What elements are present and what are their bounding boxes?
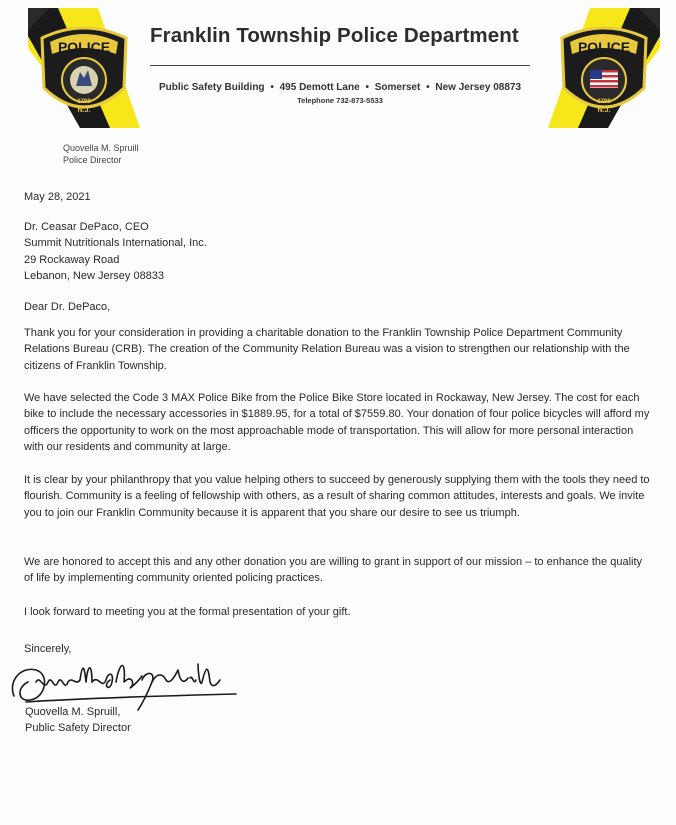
signature-icon [6, 652, 256, 712]
badge-left-police-text: POLICE [57, 39, 111, 55]
paragraph-5: I look forward to meeting you at the formal presentation of your gift. [24, 606, 351, 618]
paragraph-1: Thank you for your consideration in providing a charitable donation to the Franklin Township Police Department Community Relations Bureau (CRB). The creation of the Community Relation Bureau was a vision to strengthen our relationship with the citizens of Franklin Township. [24, 327, 630, 372]
address-building: Public Safety Building [158, 82, 265, 93]
paragraph-3: It is clear by your philanthropy that you value helping others to succeed by generously supplying them with the tools they need to flourish. Community is a feeling of fellowship with others, as a result of sharing common attitudes, interests and goals. We invite you to join our Franklin Community because it is apparent that you share our desire to see us triumph. [24, 474, 650, 519]
paragraph-4: We are honored to accept this and any other donation you are willing to grant in support of our mission – to enhance the quality of life by implementing community oriented policing practices. [24, 556, 643, 585]
police-badge-right-icon [548, 8, 660, 128]
police-badge-left-icon [28, 8, 140, 128]
signer-title: Public Safety Director [25, 722, 131, 735]
police-badge-right-logo [548, 8, 660, 128]
address-state: New Jersey 08873 [435, 82, 522, 93]
letter-date: May 28, 2021 [24, 191, 91, 203]
recipient-line: Dr. Ceasar DePaco, CEO [24, 221, 149, 233]
director-title: Police Director [63, 155, 122, 165]
badge-right-state: N.J. [597, 107, 611, 114]
recipient-line: Summit Nutritionals International, Inc. [24, 237, 207, 250]
badge-right-police-text: POLICE [577, 39, 631, 55]
closing: Sincerely, [24, 643, 72, 655]
badge-right-year: 1798 [597, 99, 611, 105]
police-badge-left-logo [28, 8, 140, 128]
handwritten-signature [6, 652, 256, 712]
address-separator: • [270, 82, 274, 93]
director-block [63, 142, 139, 166]
header-telephone: Telephone 732-873-5533 [297, 96, 383, 105]
recipient-line: Lebanon, New Jersey 08833 [24, 270, 165, 283]
paragraph-2: We have selected the Code 3 MAX Police Bike from the Police Bike Store located in Rockaway, New Jersey. The cost for each bike to include the necessary accessories in $1889.95, for a total of $7559.80. Your donation of four police bicycles will afford my officers the opportunity to work on the most approachable mode of transportation. This will allow for more personal interaction with our residents and community at large. [24, 392, 650, 454]
recipient-line: 29 Rockaway Road [24, 253, 120, 266]
signer-name: Quovella M. Spruill, [25, 706, 121, 718]
address-city: Somerset [374, 82, 421, 93]
recipient-address [24, 219, 207, 285]
address-street: 495 Demott Lane [279, 82, 360, 93]
signer-block [25, 704, 131, 737]
header-address [150, 82, 530, 93]
department-title: Franklin Township Police Department [150, 24, 519, 47]
address-separator: • [365, 82, 369, 93]
header-divider [150, 65, 530, 66]
salutation: Dear Dr. DePaco, [24, 301, 111, 313]
badge-left-year: 1798 [77, 99, 91, 105]
director-name: Quovella M. Spruill [63, 143, 139, 153]
badge-left-state: N.J. [77, 107, 91, 114]
address-separator: • [426, 82, 430, 93]
